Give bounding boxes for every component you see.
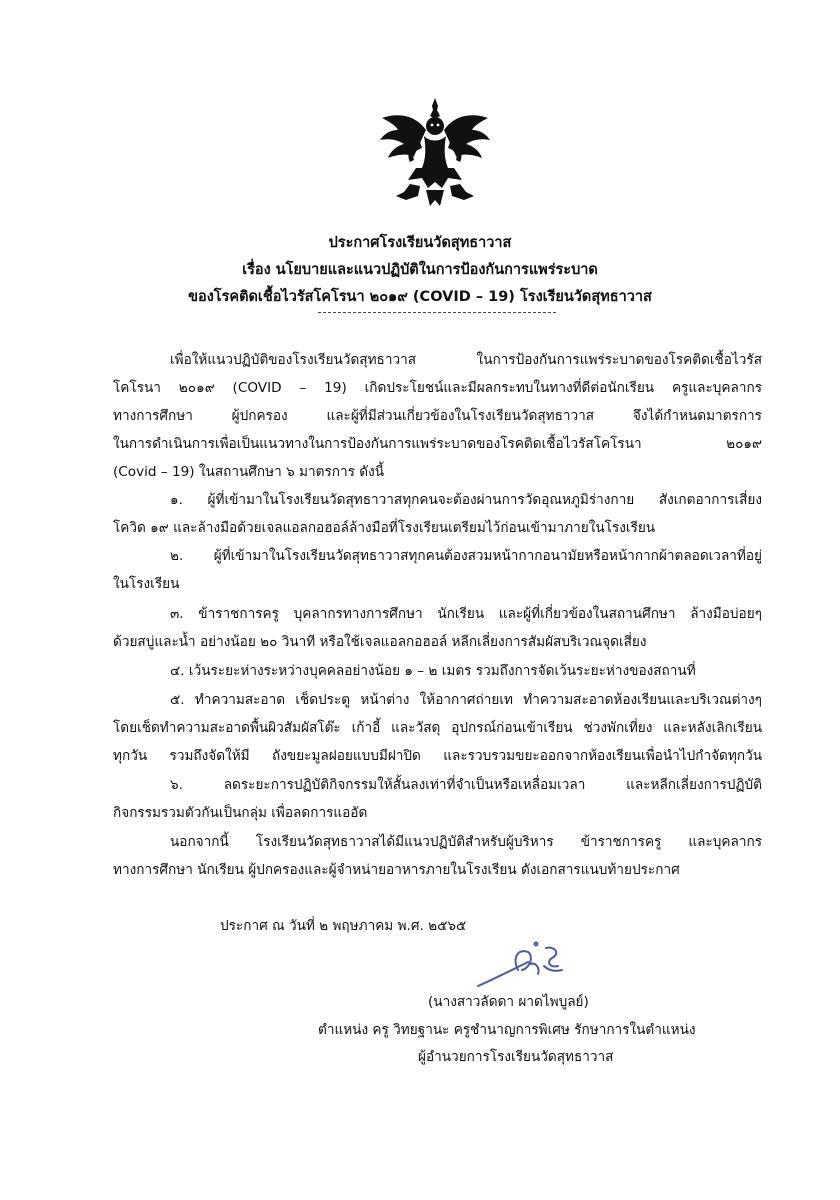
- document-subject: เรื่อง นโยบายและแนวปฏิบัติในการป้องกันการแพร่ระบาด: [242, 262, 598, 278]
- measure-6-line: ๖. ลดระยะการปฏิบัติกิจกรรมให้สั้นลงเท่าที่จำเป็นหรือเหลื่อมเวลา และหลีกเลี่ยงการปฏิบัติ: [170, 777, 762, 793]
- title-divider: [318, 312, 556, 313]
- document-title: ประกาศโรงเรียนวัดสุทธาวาส: [328, 235, 512, 251]
- announcement-date: ประกาศ ณ วันที่ ๒ พฤษภาคม พ.ศ. ๒๕๖๕: [220, 918, 467, 934]
- document-subject-continued: ของโรคติดเชื้อไวรัสโคโรนา ๒๐๑๙ (COVID – 19) โรงเรียนวัดสุทธาวาส: [188, 289, 652, 305]
- garuda-emblem-icon: [376, 96, 494, 208]
- measure-2-line: ในโรงเรียน: [113, 576, 180, 592]
- closing-line: นอกจากนี้ โรงเรียนวัดสุทธาวาสได้มีแนวปฏิบัติสำหรับผู้บริหาร ข้าราชการครู และบุคลากร: [170, 834, 762, 850]
- measure-3-line: ๓. ข้าราชการครู บุคลากรทางการศึกษา นักเรียน และผู้ที่เกี่ยวข้องในสถานศึกษา ล้างมือบ่อยๆ: [170, 606, 762, 622]
- measure-5-line: โดยเช็ดทำความสะอาดพื้นผิวสัมผัสโต๊ะ เก้าอี้ และวัสดุ อุปกรณ์ก่อนเข้าเรียน ช่วงพักเที่ยง และหลังเลิกเรียน: [113, 720, 762, 736]
- measure-5-line: ทุกวัน รวมถึงจัดให้มี ถังขยะมูลฝอยแบบมีฝาปิด และรวบรวมขยะออกจากห้องเรียนเพื่อนำไปกำจัดทุกวัน: [113, 748, 762, 764]
- handwritten-signature-icon: [472, 936, 572, 992]
- measure-5-line: ๕. ทำความสะอาด เช็ดประตู หน้าต่าง ให้อากาศถ่ายเท ทำความสะอาดห้องเรียนและบริเวณต่างๆ: [170, 692, 762, 708]
- measure-2-line: ๒. ผู้ที่เข้ามาในโรงเรียนวัดสุทธาวาสทุกคนต้องสวมหน้ากากอนามัยหรือหน้ากากผ้าตลอดเวลาที่อยู่: [170, 548, 762, 564]
- intro-line: ทางการศึกษา ผู้ปกครอง และผู้ที่มีส่วนเกี่ยวข้องในโรงเรียนวัดสุทธาวาส จึงได้กำหนดมาตรการ: [113, 408, 762, 424]
- measure-3-line: ด้วยสบู่และน้ำ อย่างน้อย ๒๐ วินาที หรือใช้เจลแอลกอฮอล์ หลีกเลี่ยงการสัมผัสบริเวณจุดเสี่ยง: [113, 634, 647, 650]
- measure-1-line: ๑. ผู้ที่เข้ามาในโรงเรียนวัดสุทธาวาสทุกคนจะต้องผ่านการวัดอุณหภูมิร่างกาย สังเกตอาการเสี่ยง: [170, 492, 762, 508]
- intro-line: โคโรนา ๒๐๑๙ (COVID – 19) เกิดประโยชน์และมีผลกระทบในทางที่ดีต่อนักเรียน ครูและบุคลากร: [113, 380, 762, 396]
- closing-line: ทางการศึกษา นักเรียน ผู้ปกครองและผู้จำหน่ายอาหารภายในโรงเรียน ดังเอกสารแนบท้ายประกาศ: [113, 862, 680, 878]
- measure-4-line: ๔. เว้นระยะห่างระหว่างบุคคลอย่างน้อย ๑ – ๒ เมตร รวมถึงการจัดเว้นระยะห่างของสถานที่: [170, 663, 696, 679]
- signatory-title: ผู้อำนวยการโรงเรียนวัดสุทธาวาส: [418, 1049, 614, 1065]
- measure-1-line: โควิด ๑๙ และล้างมือด้วยเจลแอลกอฮอล์ล้างมือที่โรงเรียนเตรียมไว้ก่อนเข้ามาภายในโรงเรียน: [113, 520, 656, 536]
- intro-line: เพื่อให้แนวปฏิบัติของโรงเรียนวัดสุทธาวาส ในการป้องกันการแพร่ระบาดของโรคติดเชื้อไวรัส: [170, 352, 762, 368]
- intro-line: (Covid – 19) ในสถานศึกษา ๖ มาตรการ ดังนี้: [113, 464, 384, 480]
- signatory-name: (นางสาวลัดดา ผาดไพบูลย์): [428, 994, 589, 1010]
- signatory-position: ตำแหน่ง ครู วิทยฐานะ ครูชำนาญการพิเศษ รักษาการในตำแหน่ง: [318, 1022, 696, 1038]
- intro-line: ในการดำเนินการเพื่อเป็นแนวทางในการป้องกันการแพร่ระบาดของโรคติดเชื้อไวรัสโคโรนา ๒๐๑๙: [113, 436, 762, 452]
- measure-6-line: กิจกรรมรวมตัวกันเป็นกลุ่ม เพื่อลดการแออัด: [113, 805, 368, 821]
